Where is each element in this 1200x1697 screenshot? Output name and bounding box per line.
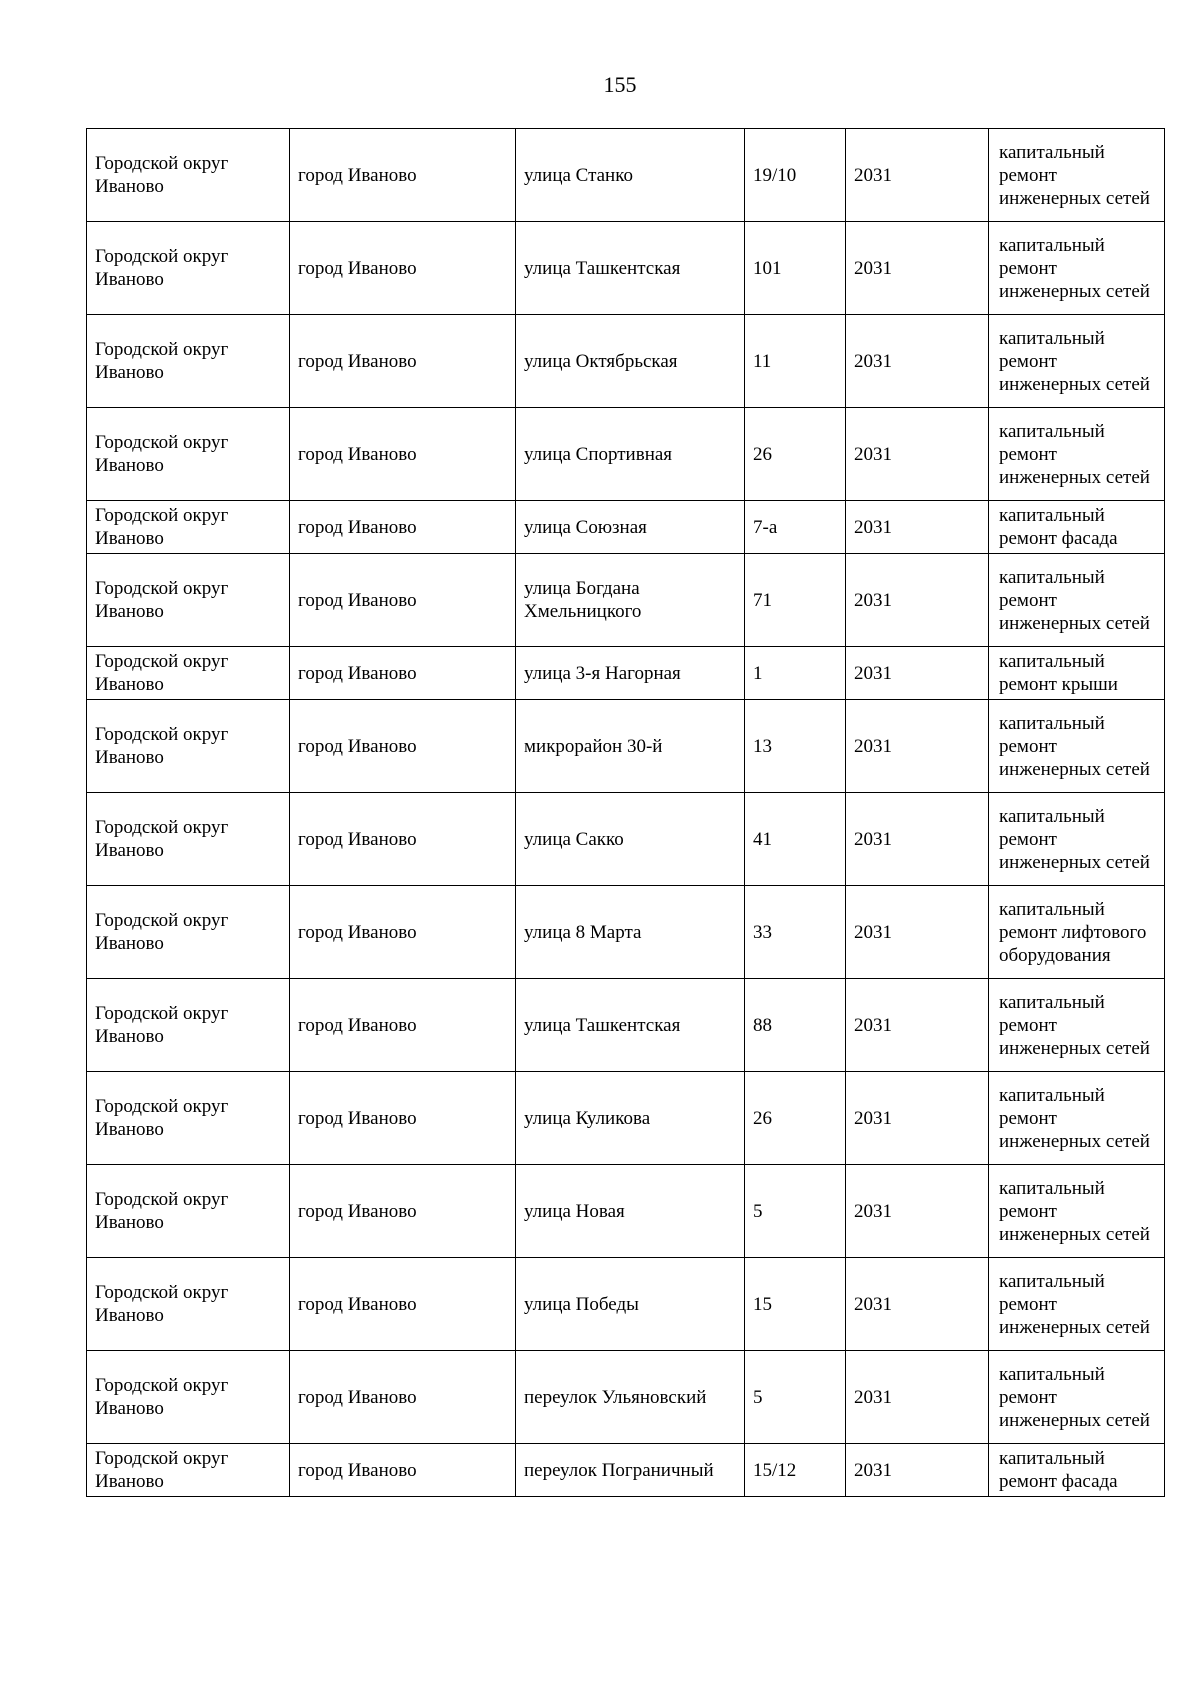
table-row — [87, 886, 1165, 979]
repair-schedule-table — [86, 128, 1165, 1497]
work-type-cell: капитальный ремонт инженерных сетей — [989, 1351, 1165, 1444]
street-cell: переулок Пограничный — [516, 1444, 745, 1497]
settlement-cell: город Иваново — [290, 647, 516, 700]
year-cell: 2031 — [846, 554, 989, 647]
table-row — [87, 793, 1165, 886]
street-cell: улица 3-я Нагорная — [516, 647, 745, 700]
municipality-cell: Городской округ Иваново — [87, 554, 290, 647]
year-cell: 2031 — [846, 1444, 989, 1497]
municipality-cell: Городской округ Иваново — [87, 315, 290, 408]
work-type-cell: капитальный ремонт крыши — [989, 647, 1165, 700]
year-cell: 2031 — [846, 886, 989, 979]
table-row — [87, 647, 1165, 700]
work-type-cell: капитальный ремонт инженерных сетей — [989, 1258, 1165, 1351]
table-row — [87, 1072, 1165, 1165]
table-row — [87, 1444, 1165, 1497]
house-number-cell: 5 — [745, 1351, 846, 1444]
table-row — [87, 1258, 1165, 1351]
street-cell: улица Ташкентская — [516, 979, 745, 1072]
work-type-cell: капитальный ремонт фасада — [989, 1444, 1165, 1497]
settlement-cell: город Иваново — [290, 979, 516, 1072]
municipality-cell: Городской округ Иваново — [87, 1072, 290, 1165]
house-number-cell: 71 — [745, 554, 846, 647]
house-number-cell: 15/12 — [745, 1444, 846, 1497]
house-number-cell: 33 — [745, 886, 846, 979]
work-type-cell: капитальный ремонт инженерных сетей — [989, 979, 1165, 1072]
work-type-cell: капитальный ремонт инженерных сетей — [989, 1072, 1165, 1165]
municipality-cell: Городской округ Иваново — [87, 647, 290, 700]
house-number-cell: 1 — [745, 647, 846, 700]
municipality-cell: Городской округ Иваново — [87, 886, 290, 979]
street-cell: микрорайон 30-й — [516, 700, 745, 793]
year-cell: 2031 — [846, 222, 989, 315]
work-type-cell: капитальный ремонт инженерных сетей — [989, 554, 1165, 647]
year-cell: 2031 — [846, 1072, 989, 1165]
table-row — [87, 1165, 1165, 1258]
municipality-cell: Городской округ Иваново — [87, 408, 290, 501]
house-number-cell: 11 — [745, 315, 846, 408]
house-number-cell: 13 — [745, 700, 846, 793]
settlement-cell: город Иваново — [290, 1258, 516, 1351]
settlement-cell: город Иваново — [290, 1444, 516, 1497]
settlement-cell: город Иваново — [290, 222, 516, 315]
year-cell: 2031 — [846, 501, 989, 554]
house-number-cell: 26 — [745, 1072, 846, 1165]
house-number-cell: 88 — [745, 979, 846, 1072]
table-row — [87, 408, 1165, 501]
work-type-cell: капитальный ремонт инженерных сетей — [989, 793, 1165, 886]
work-type-cell: капитальный ремонт лифтового оборудования — [989, 886, 1165, 979]
municipality-cell: Городской округ Иваново — [87, 979, 290, 1072]
house-number-cell: 19/10 — [745, 129, 846, 222]
municipality-cell: Городской округ Иваново — [87, 1258, 290, 1351]
street-cell: улица Богдана Хмельницкого — [516, 554, 745, 647]
table-row — [87, 222, 1165, 315]
street-cell: улица Победы — [516, 1258, 745, 1351]
table-row — [87, 700, 1165, 793]
street-cell: улица Новая — [516, 1165, 745, 1258]
municipality-cell: Городской округ Иваново — [87, 1444, 290, 1497]
settlement-cell: город Иваново — [290, 501, 516, 554]
work-type-cell: капитальный ремонт инженерных сетей — [989, 408, 1165, 501]
page-number: 155 — [603, 72, 637, 97]
street-cell: улица Сакко — [516, 793, 745, 886]
house-number-cell: 7-а — [745, 501, 846, 554]
settlement-cell: город Иваново — [290, 129, 516, 222]
work-type-cell: капитальный ремонт инженерных сетей — [989, 222, 1165, 315]
street-cell: переулок Ульяновский — [516, 1351, 745, 1444]
house-number-cell: 26 — [745, 408, 846, 501]
work-type-cell: капитальный ремонт инженерных сетей — [989, 129, 1165, 222]
municipality-cell: Городской округ Иваново — [87, 1351, 290, 1444]
settlement-cell: город Иваново — [290, 1351, 516, 1444]
year-cell: 2031 — [846, 408, 989, 501]
work-type-cell: капитальный ремонт инженерных сетей — [989, 1165, 1165, 1258]
table-row — [87, 554, 1165, 647]
municipality-cell: Городской округ Иваново — [87, 501, 290, 554]
street-cell: улица Спортивная — [516, 408, 745, 501]
table-body — [87, 129, 1165, 1497]
settlement-cell: город Иваново — [290, 886, 516, 979]
settlement-cell: город Иваново — [290, 700, 516, 793]
settlement-cell: город Иваново — [290, 554, 516, 647]
municipality-cell: Городской округ Иваново — [87, 793, 290, 886]
table-row — [87, 501, 1165, 554]
municipality-cell: Городской округ Иваново — [87, 700, 290, 793]
municipality-cell: Городской округ Иваново — [87, 129, 290, 222]
table-row — [87, 129, 1165, 222]
year-cell: 2031 — [846, 793, 989, 886]
street-cell: улица Союзная — [516, 501, 745, 554]
house-number-cell: 101 — [745, 222, 846, 315]
year-cell: 2031 — [846, 1351, 989, 1444]
settlement-cell: город Иваново — [290, 315, 516, 408]
year-cell: 2031 — [846, 129, 989, 222]
municipality-cell: Городской округ Иваново — [87, 1165, 290, 1258]
work-type-cell: капитальный ремонт инженерных сетей — [989, 700, 1165, 793]
year-cell: 2031 — [846, 700, 989, 793]
street-cell: улица Куликова — [516, 1072, 745, 1165]
year-cell: 2031 — [846, 647, 989, 700]
street-cell: улица Станко — [516, 129, 745, 222]
settlement-cell: город Иваново — [290, 408, 516, 501]
street-cell: улица 8 Марта — [516, 886, 745, 979]
table-row — [87, 1351, 1165, 1444]
municipality-cell: Городской округ Иваново — [87, 222, 290, 315]
settlement-cell: город Иваново — [290, 1072, 516, 1165]
house-number-cell: 15 — [745, 1258, 846, 1351]
year-cell: 2031 — [846, 1165, 989, 1258]
year-cell: 2031 — [846, 315, 989, 408]
house-number-cell: 41 — [745, 793, 846, 886]
settlement-cell: город Иваново — [290, 793, 516, 886]
street-cell: улица Октябрьская — [516, 315, 745, 408]
year-cell: 2031 — [846, 1258, 989, 1351]
work-type-cell: капитальный ремонт инженерных сетей — [989, 315, 1165, 408]
table-row — [87, 979, 1165, 1072]
street-cell: улица Ташкентская — [516, 222, 745, 315]
settlement-cell: город Иваново — [290, 1165, 516, 1258]
house-number-cell: 5 — [745, 1165, 846, 1258]
work-type-cell: капитальный ремонт фасада — [989, 501, 1165, 554]
year-cell: 2031 — [846, 979, 989, 1072]
table-row — [87, 315, 1165, 408]
